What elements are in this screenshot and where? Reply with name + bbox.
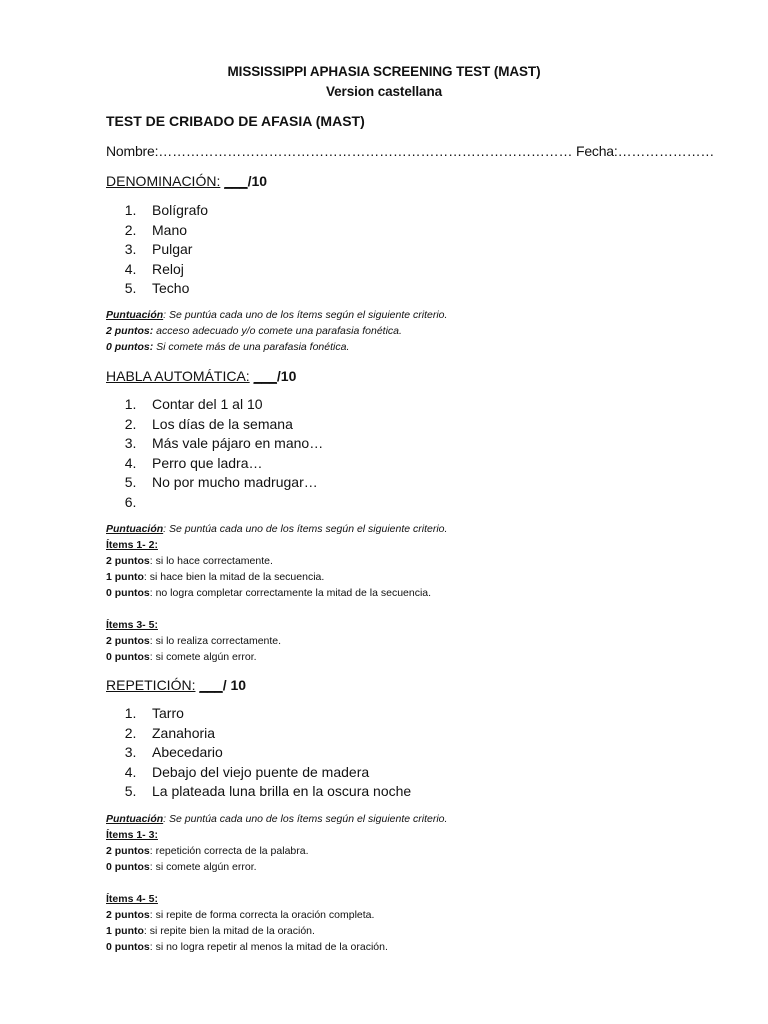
section-heading-label: REPETICIÓN: <box>106 677 196 693</box>
score-blank: ___ <box>253 368 277 384</box>
section-heading-label: HABLA AUTOMÁTICA: <box>106 368 250 384</box>
denominacion-scoring-note: Puntuación: Se puntúa cada uno de los ítems según el siguiente criterio. 2 puntos: acceso adecuado y/o comete una parafasia fonética. 0 puntos: Si comete más de una parafasia fonética. <box>106 309 448 353</box>
list-item: 4. Perro que ladra… <box>124 454 263 471</box>
repeticion-scoring-note: Puntuación: Se puntúa cada uno de los ítems según el siguiente criterio. Ítems 1- 3: 2 puntos: repetición correcta de la palabra. 0 puntos: si comete algún error. Ítems 4- 5: 2 puntos: si repite de forma correcta la oración completa. 1 punto: si repite bien la mitad de la oración. 0 puntos: si no logra repetir al menos la mitad de la oración. <box>106 813 448 953</box>
section-repeticion-heading <box>106 677 246 693</box>
document-version: Version castellana <box>325 84 442 99</box>
list-item: 2. Mano <box>124 221 188 238</box>
section-denominacion-heading <box>106 173 267 189</box>
list-item: 1. Tarro <box>124 705 184 721</box>
score-total: /10 <box>247 173 268 189</box>
list-item: 5. La plateada luna brilla en la oscura noche <box>124 783 412 799</box>
score-blank: ___ <box>224 173 248 189</box>
list-item: 1. Bolígrafo <box>124 202 209 218</box>
habla-item-list <box>106 395 323 512</box>
list-item: 2. Los días de la semana <box>124 415 293 432</box>
section-heading-label: DENOMINACIÓN: <box>106 173 221 189</box>
section-habla-heading <box>106 368 296 384</box>
denominacion-item-list <box>106 201 208 299</box>
list-item: 6. <box>124 493 152 510</box>
list-item: 1. Contar del 1 al 10 <box>124 396 263 412</box>
name-date-line: Nombre:……………………………………………………………………………… Fecha:………………… <box>106 143 715 159</box>
document-subtitle: TEST DE CRIBADO DE AFASIA (MAST) <box>106 113 365 129</box>
score-total: /10 <box>276 368 297 384</box>
list-item: 5. No por mucho madrugar… <box>124 474 318 490</box>
score-total: / 10 <box>222 677 247 693</box>
document-title: MISSISSIPPI APHASIA SCREENING TEST (MAST) <box>227 64 541 79</box>
score-blank: ___ <box>199 677 223 693</box>
habla-scoring-note: Puntuación: Se puntúa cada uno de los ítems según el siguiente criterio. Ítems 1- 2: 2 puntos: si lo hace correctamente. 1 punto: si hace bien la mitad de la secuencia. 0 puntos: no logra completar correctamente la mitad de la secuencia. Ítems 3- 5: 2 puntos: si lo realiza correctamente. 0 puntos: si comete algún error. <box>106 523 448 663</box>
list-item: 4. Reloj <box>124 260 184 277</box>
list-item: 5. Techo <box>124 280 190 296</box>
repeticion-item-list <box>106 704 411 802</box>
list-item: 3. Pulgar <box>124 241 193 257</box>
list-item: 3. Abecedario <box>124 744 223 760</box>
list-item: 3. Más vale pájaro en mano… <box>124 435 324 451</box>
list-item: 4. Debajo del viejo puente de madera <box>124 763 370 780</box>
list-item: 2. Zanahoria <box>124 724 216 741</box>
